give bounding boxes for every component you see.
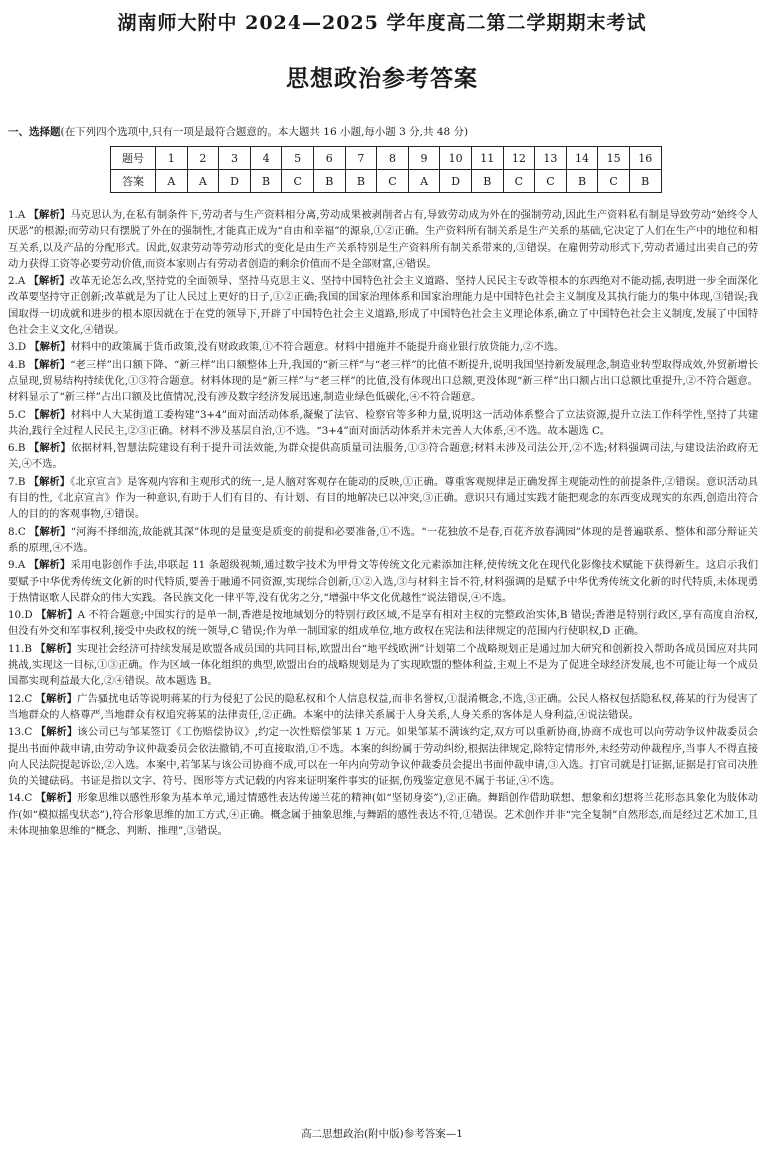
answer-table-numbers-row [111,147,662,170]
answer-cell: D [219,170,251,193]
answer-table-answer-header: 答案 [111,170,156,193]
answer-cell: C [282,170,314,193]
answer-cell: A [156,170,188,193]
answer-cell: C [598,170,630,193]
explanation-item [8,440,758,473]
question-number-cell: 14 [566,147,598,170]
item-number: 1.A [8,209,26,221]
answer-cell: D [440,170,472,193]
answer-cell: A [187,170,219,193]
explanation-item [8,641,758,690]
item-number: 8.C [8,525,26,538]
analysis-tag: 【解析】 [29,341,71,354]
answer-table-answers-row [111,170,662,193]
item-number: 6.B [8,442,26,455]
explanation-item [8,557,758,606]
explanation-item [8,724,758,789]
analysis-tag: 【解析】 [28,275,70,288]
explanation-item [8,691,758,724]
analysis-tag: 【解析】 [28,475,71,488]
answer-cell: C [503,170,535,193]
item-number: 13.C [8,726,33,739]
explanation-item [8,407,758,440]
question-number-cell: 8 [377,147,409,170]
question-number-cell: 7 [345,147,377,170]
question-number-cell: 13 [535,147,567,170]
explanation-item [8,339,758,355]
section-heading [8,124,758,139]
question-number-cell: 1 [156,147,188,170]
item-number: 12.C [8,692,33,705]
analysis-tag: 【解析】 [35,792,78,805]
explanation-item [8,524,758,557]
question-number-cell: 16 [629,147,661,170]
analysis-tag: 【解析】 [35,642,78,655]
analysis-tag: 【解析】 [28,358,71,371]
item-number: 5.C [8,408,26,421]
question-number-cell: 5 [282,147,314,170]
item-number: 4.B [8,358,26,371]
item-text: 材料中的政策属于货币政策,没有财政政策,①不符合题意。材料中措施并不能提升商业银行放贷能力,②不选。 [70,341,565,354]
item-number: 10.D [8,609,33,622]
item-text: 材料中人大某街道工委构建“3+4”面对面活动体系,凝聚了法官、检察官等多种力量,说明这一活动体系整合了立法资源,提升立法工作科学性,坚持了共建共治,践行全过程人民民主,②③正确。材料不涉及基层自治,①不选。“3+4”面对面活动体系并未完善人大体系,④不选。故本题选 C。 [8,408,758,437]
analysis-tag: 【解析】 [29,525,71,538]
page-footer: 高二思想政治(附中版)参考答案—1 [301,1128,463,1140]
question-number-cell: 4 [250,147,282,170]
answer-cell: B [629,170,661,193]
explanation-item [8,607,758,640]
answer-cell: B [345,170,377,193]
answer-cell: A [408,170,440,193]
item-text: “河海不择细流,故能就其深”体现的是量变是质变的前提和必要准备,①不选。“一花独放不是春,百花齐放春满园”体现的是普遍联系、整体和部分辩证关系的原理,④不选。 [8,525,759,554]
item-number: 9.A [8,559,26,572]
question-number-cell: 15 [598,147,630,170]
answer-table [110,146,662,193]
analysis-tag: 【解析】 [35,726,78,739]
question-number-cell: 12 [503,147,535,170]
subject-title: 思想政治参考答案 [286,65,478,92]
item-text: 《北京宣言》是客观内容和主观形式的统一,是人脑对客观存在能动的反映,①正确。尊重客观规律是正确发挥主观能动性的前提条件,②错误。意识活动具有目的性,《北京宣言》作为一种意识,有助于人们有目的、有计划、有目的地解决已以冲突,③正确。意识只有通过实践才能把观念的东西变成现实的东西,创造出符合人的目的的客观事物,④错误。 [8,475,758,521]
analysis-tag: 【解析】 [29,408,71,421]
answer-cell: B [250,170,282,193]
item-number: 7.B [8,475,26,488]
question-number-cell: 2 [187,147,219,170]
explanation-item [8,207,758,272]
explanation-item [8,790,758,839]
item-text: 形象思维以感性形象为基本单元,通过情感性表达传递兰花的精神(如“坚韧身姿”),②正确。舞蹈创作借助联想、想象和幻想将兰花形态具象化为肢体动作(如“模拟摇曳状态”),符合形象思维的加工方式,④正确。概念属于抽象思维,与舞蹈的感性表达不符,①错误。艺术创作并非“完全复制”自然形态,而是经过艺术加工,且未体现抽象思维的“概念、判断、推理”,③错误。 [8,792,759,837]
question-number-cell: 3 [219,147,251,170]
item-text: 改革无论怎么改,坚持党的全面领导、坚持马克思主义、坚持中国特色社会主义道路、坚持人民民主专政等根本的东西绝对不能动摇,表明进一步全面深化改革要坚持守正创新;改革就是为了让人民过上更好的日子,①②正确;我国的国家治理体系和国家治理能力是中国特色社会主义制度及其执行能力的集中体现,③错误;我国取得一切成就和进步的根本原因就在于在党的领导下,开辟了中国特色社会主义道路,形成了中国特色社会主义理论体系,确立了中国特色社会主义制度,发展了中国特色社会主义文化,④错误。 [8,275,759,337]
answer-cell: B [313,170,345,193]
item-number: 14.C [8,792,33,805]
section-heading-label: 一、选择题 [8,126,61,138]
question-number-cell: 11 [471,147,503,170]
analysis-tag: 【解析】 [28,559,71,572]
item-text: 实现社会经济可持续发展是欧盟各成员国的共同目标,欧盟出台“地平线欧洲”计划第二个战略规划正是通过加大研究和创新投入帮助各成员国应对共同挑战,实现这一目标,①③正确。作为区域一体化组织的典型,欧盟出台的战略规划是为了实现欧盟的整体利益,主观上不是为了促进全球经济发展,也不可能让每一个成员国都实现利益最大化,②④错误。故本题选 B。 [8,642,758,688]
explanation-item [8,357,758,406]
section-heading-instructions: (在下列四个选项中,只有一项是最符合题意的。本大题共 16 小题,每小题 3 分,共 48 分) [60,126,469,138]
question-number-cell: 9 [408,147,440,170]
question-number-cell: 6 [313,147,345,170]
analysis-tag: 【解析】 [28,442,71,455]
item-text: 广告骚扰电话等说明蒋某的行为侵犯了公民的隐私权和个人信息权益,而非名誉权,①混淆概念,不选,③正确。公民人格权包括隐私权,蒋某的行为侵害了当地群众的人格尊严,当地群众有权追究蒋某的法律责任,②正确。本案中的法律关系属于人身关系,人身关系的客体是人身利益,④说法错误。 [8,692,758,721]
item-text: 该公司已与邹某签订《工伤赔偿协议》,约定一次性赔偿邹某 1 万元。如果邹某不满该约定,双方可以重新协商,协商不成也可以向劳动争议仲裁委员会提出书面仲裁申请,由劳动争议仲裁委员会依法撤销,不可直接取消,①不选。本案的纠纷属于劳动纠纷,根据法律规定,除特定情形外,未经劳动仲裁程序,当事人不得直接向人民法院提起诉讼,②入选。本案中,若邹某与该公司协商不成,可以在一年内向劳动争议仲裁委员会提出书面仲裁申请,③入选。打官司就是打证据,证据是打官司决胜负的关键砝码。书证是指以文字、符号、图形等方式记载的内容来证明案件事实的证据,伤残鉴定意见不属于书证,④不选。 [8,726,759,788]
answer-cell: B [471,170,503,193]
explanation-item [8,474,758,523]
item-text: 采用电影创作手法,串联起 11 条超级视频,通过数字技术为甲骨文等传统文化元素添加注释,使传统文化在现代化影像技术赋能下获得新生。这启示我们要赋予中华优秀传统文化新的时代特质,要善于融通不同资源,实现综合创新,①②入选,③与材料主旨不符,材料强调的是赋予中华优秀传统文化新的时代特质,未体现勇于热情讴歌人民群众的伟大实践。各民族文化一律平等,没有优劣之分,“增强中华文化优越性”说法错误,④不选。 [8,559,758,604]
item-text: 依据材料,智慧法院建设有利于提升司法效能,为群众提供高质量司法服务,①③符合题意;材料未涉及司法公开,②不选;材料强调司法,与建设法治政府无关,④不选。 [8,442,758,471]
analysis-tag: 【解析】 [35,692,78,705]
answer-cell: C [535,170,567,193]
explanations [8,207,758,840]
question-number-cell: 10 [440,147,472,170]
item-text: “老三样”出口额下降、“新三样”出口额整体上升,我国的“新三样”与“老三样”的比值不断提升,说明我国坚持新发展理念,制造业转型取得成效,外贸新增长点显现,贸易结构持续优化,①③符合题意。材料体现的是“新三样”与“老三样”的比值,没有体现出口总额,更没体现“新三样”出口额占出口总额比重提升,②不符合题意。材料显示了“新三样”占出口额及比值情况,没有涉及数字经济发展迅速,制造业绿色低碳化,④不符合题意。 [8,358,758,404]
item-number: 2.A [8,275,26,288]
exam-title: 湖南师大附中 2024—2025 学年度高二第二学期期末考试 [117,12,647,34]
answer-cell: C [377,170,409,193]
item-number: 3.D [8,341,27,354]
answer-cell: B [566,170,598,193]
item-number: 11.B [8,642,32,655]
analysis-tag: 【解析】 [36,609,78,622]
analysis-tag: 【解析】 [28,209,71,221]
explanation-item [8,273,758,338]
item-text: 马克思认为,在私有制条件下,劳动者与生产资料相分离,劳动成果被剥削者占有,导致劳动成为外在的强制劳动,因此生产资料私有制是导致劳动“始终令人厌恶”的根源;而劳动只有摆脱了外在的强制性,才能真正成为“自由和幸福”的源泉,①②正确。生产资料所有制关系是生产关系的基础,它决定了人们在生产中的地位和相互关系,以及产品的分配形式。因此,奴隶劳动等劳动形式的变化是由生产关系特别是生产资料所有制关系带来的,③错误。在雇佣劳动形式下,劳动者通过出卖自己的劳动力获得工资等必要劳动价值,而资本家则占有劳动者创造的剩余价值而不是全部财富,④错误。 [8,209,759,270]
answer-table-number-header: 题号 [111,147,156,170]
item-text: A 不符合题意;中国实行的是单一制,香港是按地域划分的特别行政区域,不是享有相对主权的完整政治实体,B 错误;香港是特别行政区,享有高度自治权,但没有外交和军事权利,接受中央政权的统一领导,C 错误;作为单一制国家的组成单位,地方政权在宪法和法律规定的范围内行使职权,D 正确。 [8,609,758,638]
